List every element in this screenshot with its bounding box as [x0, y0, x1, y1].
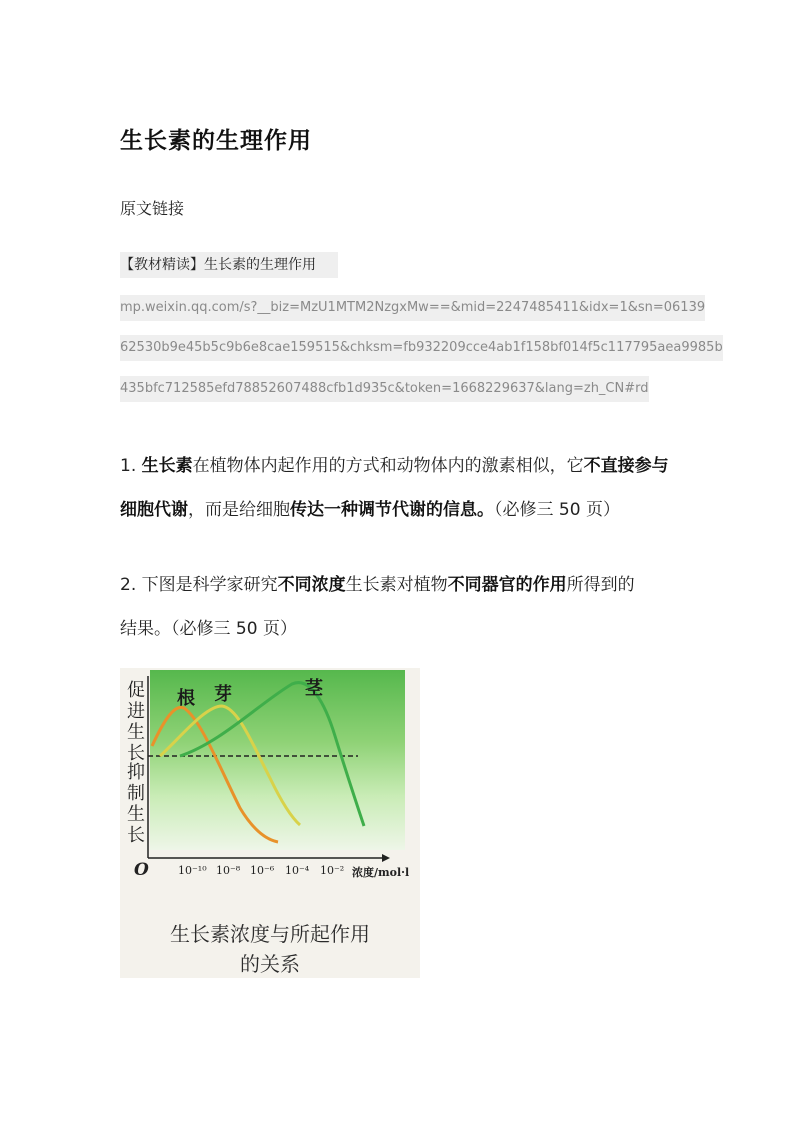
p1-bold-3: 传达一种调节代谢的信息。	[290, 500, 494, 520]
p1-bold-1: 生长素	[141, 456, 193, 476]
curve-label-stem: 茎	[305, 678, 323, 699]
x-tick-4: 10⁻⁴	[285, 864, 310, 877]
curve-label-bud: 芽	[214, 684, 232, 705]
x-axis-arrow	[382, 854, 390, 862]
figure-caption-line-1: 生长素浓度与所起作用	[170, 922, 370, 946]
x-tick-5: 10⁻²	[320, 864, 345, 877]
auxin-figure	[120, 668, 420, 978]
root-curve	[152, 707, 278, 842]
p2-num: 2.	[120, 575, 142, 595]
p1-text-2: ，而是给细胞	[188, 500, 290, 520]
link-url-line-2[interactable]: 62530b9e45b5c9b6e8cae159515&chksm=fb932209cce4ab1f158bf014f5c117795aea9985b	[120, 335, 723, 361]
p2-text-5: （必修三 50 页）	[171, 619, 297, 639]
paragraph-1	[120, 444, 680, 532]
original-link-label[interactable]: 原文链接	[120, 199, 185, 218]
x-tick-3: 10⁻⁶	[250, 864, 275, 877]
x-tick-1: 10⁻¹⁰	[178, 864, 207, 877]
stem-curve	[180, 683, 364, 826]
paragraph-2	[120, 563, 680, 651]
y-axis-label-promote: 促进生长	[127, 680, 145, 764]
p2-text-1: 下图是科学家研究	[141, 575, 278, 595]
p2-bold-2: 不同器官的作用	[447, 575, 567, 595]
p1-bold-2: 不直接参与细胞代谢	[120, 456, 669, 520]
link-url-line-3[interactable]: 435bfc712585efd78852607488cfb1d935c&token=1668229637&lang=zh_CN#rd	[120, 376, 649, 402]
bud-curve	[160, 706, 300, 825]
p2-bold-1: 不同浓度	[277, 575, 346, 595]
y-axis-label-inhibit: 抑制生长	[127, 762, 145, 846]
figure-caption-line-2: 的关系	[240, 952, 300, 976]
origin-label: O	[134, 860, 149, 880]
p2-text-4: 结果。	[120, 619, 171, 639]
link-card-title[interactable]: 【教材精读】生长素的生理作用	[120, 252, 338, 278]
x-tick-2: 10⁻⁸	[216, 864, 241, 877]
p1-num: 1.	[120, 456, 142, 476]
p1-text-3: （必修三 50 页）	[494, 500, 620, 520]
p2-text-3: 所得到的	[566, 575, 635, 595]
curve-label-root: 根	[177, 688, 195, 709]
p1-text-1: 在植物体内起作用的方式和动物体内的激素相似，它	[192, 456, 584, 476]
x-axis-label: 浓度/mol·l	[352, 866, 410, 879]
page-title: 生长素的生理作用	[120, 128, 312, 154]
link-url-line-1[interactable]: mp.weixin.qq.com/s?__biz=MzU1MTM2NzgxMw==&mid=2247485411&idx=1&sn=06139	[120, 295, 705, 321]
p2-text-2: 生长素对植物	[345, 575, 448, 595]
